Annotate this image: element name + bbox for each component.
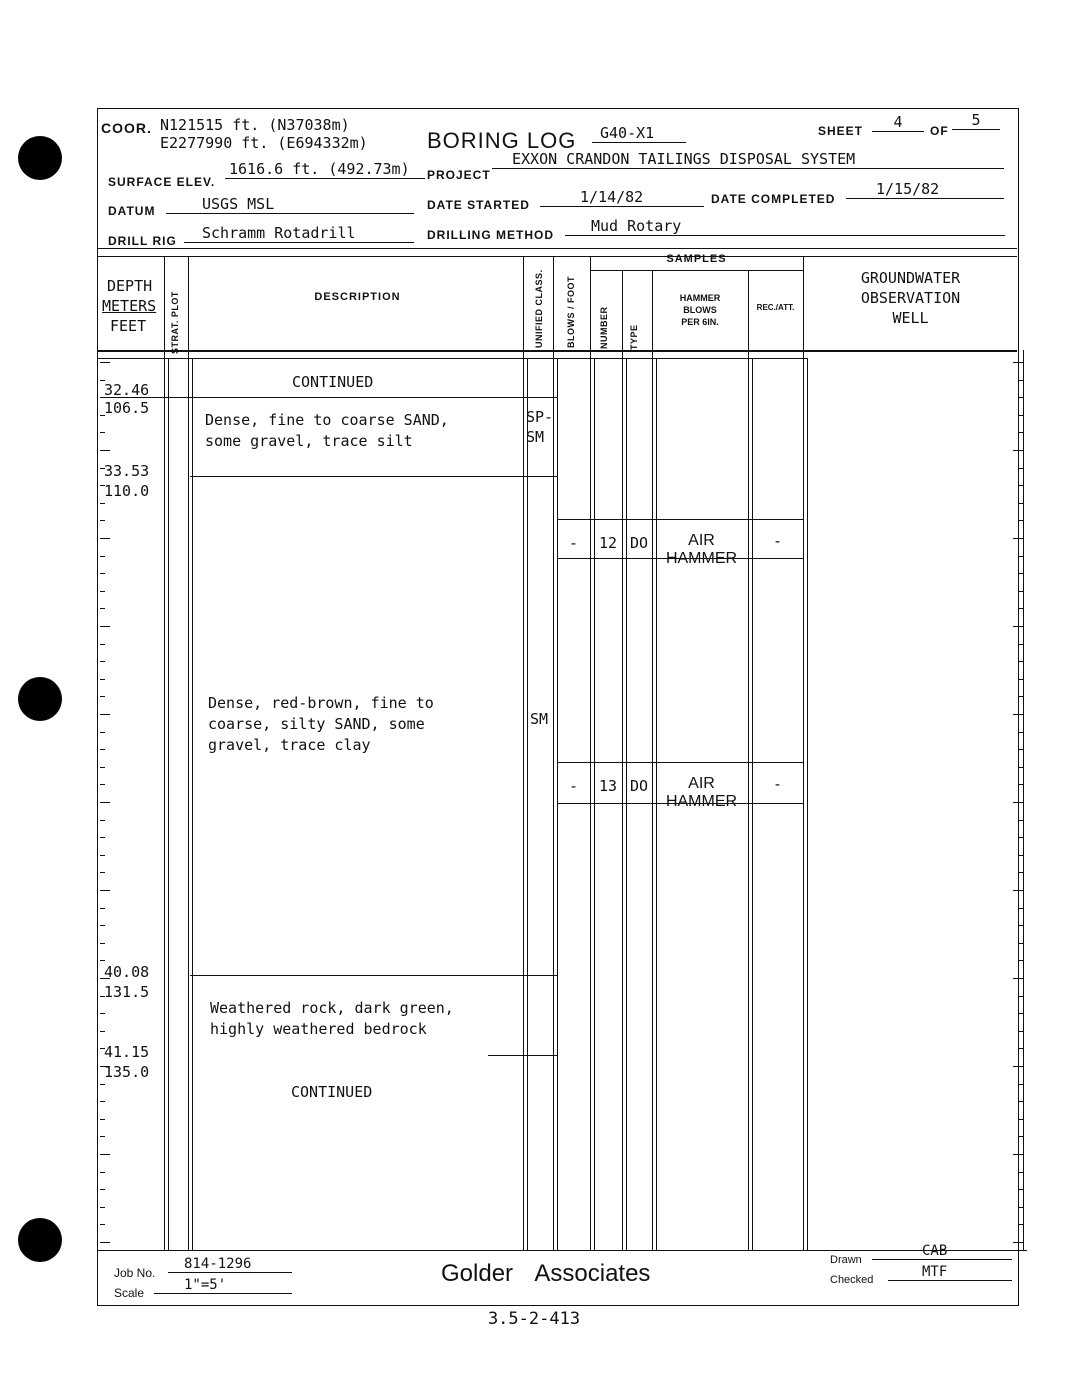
layer1-description: Dense, fine to coarse SAND, some gravel, trace silt — [205, 411, 449, 450]
well-tick — [1018, 591, 1023, 592]
well-tick — [1018, 661, 1023, 662]
project-label: PROJECT — [427, 168, 491, 182]
date-completed-value: 1/15/82 — [846, 180, 1004, 199]
well-tick — [1018, 960, 1023, 961]
depth-tick — [100, 432, 105, 433]
sample-type: DO — [629, 777, 649, 795]
depth-feet-2: 110.0 — [104, 482, 150, 500]
hammer-header-line3: PER 6IN. — [681, 317, 719, 327]
well-tick — [1018, 767, 1023, 768]
datum-value: USGS MSL — [166, 195, 414, 214]
surface-elev-label: SURFACE ELEV. — [108, 175, 216, 189]
layer2-description: Dense, red-brown, fine to coarse, silty SAND, some gravel, trace clay — [208, 694, 434, 754]
form-title: BORING LOG — [427, 128, 577, 153]
punch-hole-top — [18, 136, 62, 180]
sheet-label: SHEET — [818, 124, 864, 138]
depth-feet-4: 135.0 — [104, 1063, 150, 1081]
punch-hole-bottom — [18, 1218, 62, 1262]
well-tick — [1018, 556, 1023, 557]
drawn-value: CAB — [872, 1243, 1012, 1260]
scale-label: Scale — [114, 1286, 145, 1300]
depth-header-line3: FEET — [110, 317, 147, 335]
well-tick — [1018, 503, 1023, 504]
drill-rig-label: DRILL RIG — [108, 234, 177, 248]
well-tick — [1018, 415, 1023, 416]
layer2-class: SM — [530, 710, 549, 728]
well-tick — [1018, 732, 1023, 733]
depth-tick — [100, 714, 110, 715]
of-label: OF — [930, 124, 949, 138]
depth-tick — [100, 591, 105, 592]
well-tick — [1018, 820, 1023, 821]
depth-tick — [100, 925, 105, 926]
unified-class-header: UNIFIED CLASS. — [534, 269, 544, 348]
depth-tick — [100, 802, 110, 803]
job-no-label: Job No. — [114, 1266, 156, 1280]
well-tick — [1018, 855, 1023, 856]
depth-tick — [100, 696, 105, 697]
coor-label: COOR. — [101, 120, 152, 136]
depth-tick — [100, 960, 105, 961]
well-tick — [1018, 908, 1023, 909]
well-tick — [1013, 714, 1023, 715]
checked-value: MTF — [888, 1264, 1012, 1281]
depth-tick — [100, 573, 105, 574]
blows-foot-header: BLOWS / FOOT — [566, 276, 576, 348]
well-tick — [1013, 802, 1023, 803]
depth-tick — [100, 626, 110, 627]
well-tick — [1013, 1242, 1023, 1243]
rec-att-header: REC./ATT. — [756, 303, 795, 312]
scale-value: 1"=5' — [154, 1277, 292, 1294]
well-tick — [1018, 432, 1023, 433]
well-tick — [1018, 1136, 1023, 1137]
date-started-value: 1/14/82 — [540, 188, 704, 207]
sheet-number: 4 — [872, 113, 924, 132]
depth-tick — [100, 837, 105, 838]
gw-header-line2: OBSERVATION — [860, 289, 961, 307]
continued-bottom: CONTINUED — [291, 1083, 373, 1101]
hammer-header-line2: BLOWS — [683, 305, 717, 315]
depth-meters-1: 32.46 — [104, 381, 150, 399]
gw-header-line3: WELL — [892, 309, 929, 327]
well-tick — [1018, 1013, 1023, 1014]
layer1-class-b: SM — [526, 428, 545, 446]
depth-tick — [100, 1084, 105, 1085]
sample-blows: - — [568, 534, 579, 552]
sample-hammer: AIR HAMMER — [665, 532, 738, 567]
depth-tick — [100, 908, 105, 909]
date-started-label: DATE STARTED — [427, 198, 530, 212]
well-tick — [1018, 608, 1023, 609]
job-no-value: 814-1296 — [168, 1256, 292, 1273]
project-value: EXXON CRANDON TAILINGS DISPOSAL SYSTEM — [492, 150, 1004, 169]
depth-tick — [100, 820, 105, 821]
depth-tick — [100, 520, 105, 521]
depth-feet-1: 106.5 — [104, 399, 150, 417]
depth-tick — [100, 767, 105, 768]
well-tick — [1018, 696, 1023, 697]
depth-tick — [100, 644, 105, 645]
drawn-label: Drawn — [830, 1254, 862, 1266]
log-id: G40-X1 — [592, 124, 686, 143]
well-tick — [1013, 538, 1023, 539]
well-tick — [1013, 362, 1023, 363]
strat-plot-header: STRAT. PLOT — [170, 291, 180, 354]
surface-elev-value: 1616.6 ft. (492.73m) — [225, 160, 425, 179]
depth-tick — [100, 855, 105, 856]
checked-label: Checked — [830, 1274, 874, 1286]
sample-number: 12 — [598, 534, 618, 552]
depth-tick — [100, 1172, 105, 1173]
well-tick — [1013, 626, 1023, 627]
well-tick — [1018, 644, 1023, 645]
groundwater-header — [808, 268, 1013, 328]
depth-header-line1: DEPTH — [107, 277, 153, 295]
datum-label: DATUM — [108, 204, 156, 218]
well-tick — [1018, 925, 1023, 926]
punch-hole-middle — [18, 677, 62, 721]
hammer-header-line1: HAMMER — [679, 293, 721, 303]
well-tick — [1018, 1119, 1023, 1120]
well-tick — [1018, 380, 1023, 381]
layer3-description: Weathered rock, dark green, highly weathered bedrock — [210, 999, 454, 1038]
description-header: DESCRIPTION — [314, 291, 401, 303]
depth-tick — [100, 1154, 110, 1155]
page-number: 3.5-2-413 — [487, 1309, 581, 1329]
well-tick — [1013, 450, 1023, 451]
depth-tick — [100, 1224, 105, 1225]
sample-rec: - — [772, 775, 783, 793]
drilling-method-label: DRILLING METHOD — [427, 228, 554, 242]
continued-top: CONTINUED — [292, 373, 374, 391]
number-header: NUMBER — [599, 306, 609, 349]
coor-north: N121515 ft. (N37038m) — [160, 116, 350, 134]
sample-number: 13 — [598, 777, 618, 795]
well-tick — [1018, 485, 1023, 486]
depth-tick — [100, 784, 105, 785]
drill-rig-value: Schramm Rotadrill — [184, 224, 414, 243]
well-tick — [1018, 749, 1023, 750]
well-tick — [1018, 837, 1023, 838]
samples-header: SAMPLES — [666, 253, 727, 265]
type-header: TYPE — [629, 324, 639, 350]
depth-tick — [100, 749, 105, 750]
depth-tick — [100, 1031, 105, 1032]
depth-feet-3: 131.5 — [104, 983, 150, 1001]
well-tick — [1018, 1101, 1023, 1102]
layer1-class-a: SP- — [526, 408, 554, 426]
well-tick — [1018, 679, 1023, 680]
depth-tick — [100, 503, 105, 504]
well-tick — [1018, 468, 1023, 469]
well-tick — [1018, 1031, 1023, 1032]
well-tick — [1013, 1066, 1023, 1067]
drilling-method-value: Mud Rotary — [565, 217, 1005, 236]
sample-hammer: AIR HAMMER — [665, 775, 738, 810]
depth-tick — [100, 661, 105, 662]
depth-tick — [100, 450, 110, 451]
well-tick — [1018, 784, 1023, 785]
depth-tick — [100, 1101, 105, 1102]
depth-tick — [100, 732, 105, 733]
well-tick — [1013, 1154, 1023, 1155]
sample-type: DO — [629, 534, 649, 552]
depth-tick — [100, 608, 105, 609]
well-tick — [1018, 943, 1023, 944]
company-name: Golder Associates — [441, 1260, 651, 1287]
depth-tick — [100, 538, 110, 539]
depth-tick — [100, 362, 110, 363]
well-tick — [1018, 1084, 1023, 1085]
well-tick — [1018, 573, 1023, 574]
depth-tick — [100, 1207, 105, 1208]
depth-tick — [100, 943, 105, 944]
sheet-total: 5 — [952, 111, 1000, 130]
well-tick — [1018, 520, 1023, 521]
depth-meters-4: 41.15 — [104, 1043, 150, 1061]
depth-tick — [100, 679, 105, 680]
well-tick — [1018, 872, 1023, 873]
sample-blows: - — [568, 777, 579, 795]
well-tick — [1018, 397, 1023, 398]
depth-tick — [100, 1013, 105, 1014]
depth-tick — [100, 1242, 110, 1243]
depth-header-line2: METERS — [102, 297, 157, 315]
depth-meters-3: 40.08 — [104, 963, 150, 981]
depth-tick — [100, 890, 110, 891]
date-completed-label: DATE COMPLETED — [711, 192, 836, 206]
depth-tick — [100, 1119, 105, 1120]
hammer-blows-header — [652, 292, 748, 328]
gw-header-line1: GROUNDWATER — [860, 269, 961, 287]
depth-tick — [100, 872, 105, 873]
well-tick — [1018, 1224, 1023, 1225]
depth-tick — [100, 556, 105, 557]
depth-meters-2: 33.53 — [104, 462, 150, 480]
well-tick — [1013, 978, 1023, 979]
depth-tick — [100, 1136, 105, 1137]
well-tick — [1018, 1048, 1023, 1049]
well-tick — [1018, 1172, 1023, 1173]
well-tick — [1018, 1207, 1023, 1208]
well-tick — [1013, 890, 1023, 891]
well-tick — [1018, 996, 1023, 997]
depth-tick — [100, 1189, 105, 1190]
well-tick — [1018, 1189, 1023, 1190]
sample-rec: - — [772, 532, 783, 550]
coor-east: E2277990 ft. (E694332m) — [160, 134, 368, 152]
